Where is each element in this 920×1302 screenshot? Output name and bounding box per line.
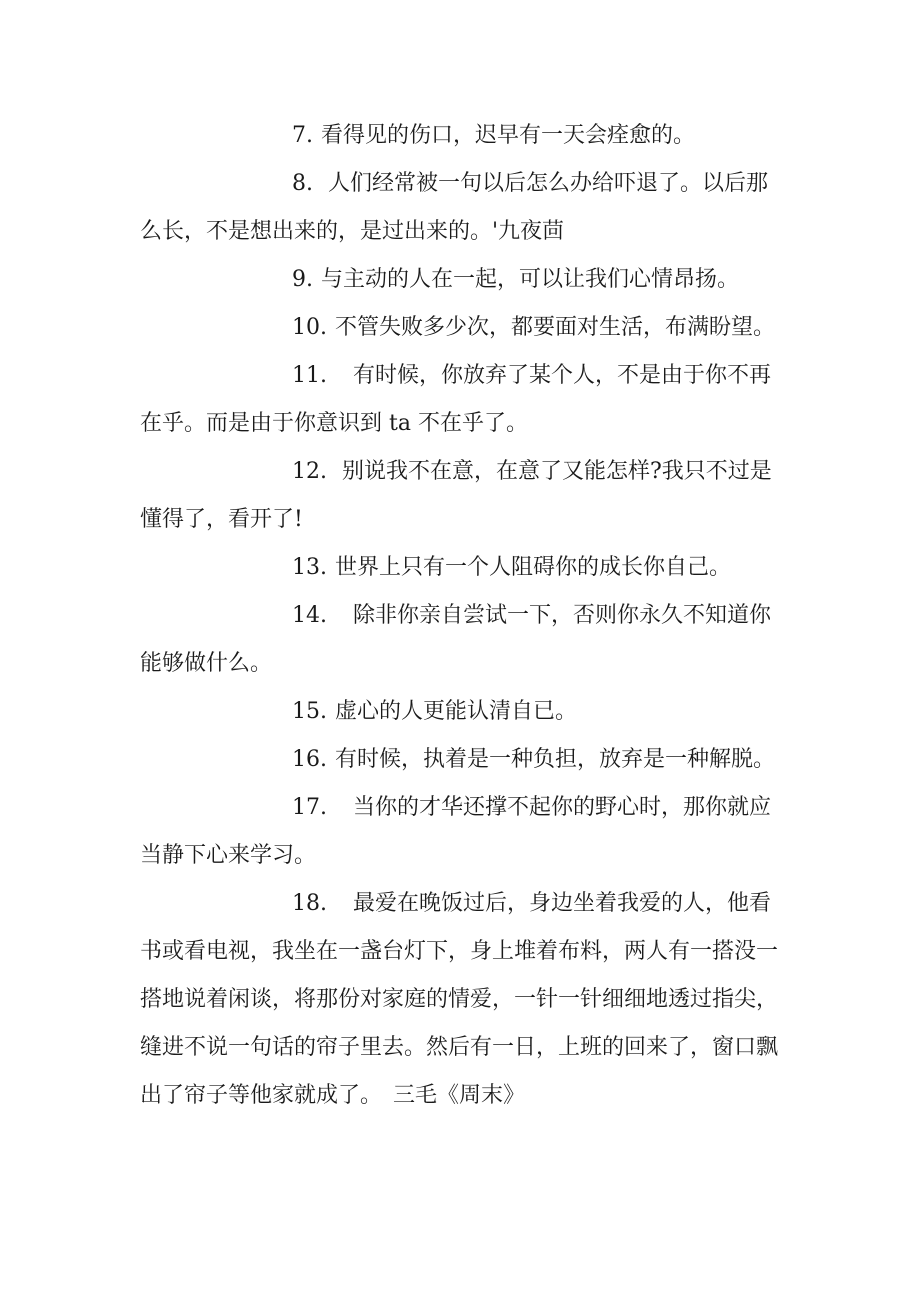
item-number: 14. xyxy=(292,603,327,628)
document-body xyxy=(140,112,780,1120)
item-number: 15. xyxy=(292,699,327,724)
item-number: 13. xyxy=(292,555,327,580)
list-item xyxy=(140,592,780,688)
item-text: 别说我不在意，在意了又能怎样?我只不过是懂得了，看开了! xyxy=(140,459,772,532)
item-number: 8. xyxy=(292,171,313,196)
list-item xyxy=(140,160,780,256)
list-item xyxy=(140,352,780,448)
item-text: 看得见的伤口，迟早有一天会痊愈的。 xyxy=(321,123,696,148)
item-text: 最爱在晚饭过后，身边坐着我爱的人，他看书或看电视，我坐在一盏台灯下，身上堆着布料，两人有一搭没一搭地说着闲谈，将那份对家庭的情爱，一针一针细细地透过指尖，缝进不说一句话的帘子里去。然后有一日，上班的回来了，窗口飘出了帘子等他家就成了。 三毛《周末》 xyxy=(140,891,779,1108)
item-text: 除非你亲自尝试一下，否则你永久不知道你能够做什么。 xyxy=(140,603,772,676)
item-text: 人们经常被一句以后怎么办给吓退了。以后那么长，不是想出来的，是过出来的。'九夜茴 xyxy=(140,171,768,244)
item-text: 与主动的人在一起，可以让我们心情昂扬。 xyxy=(321,267,740,292)
list-item xyxy=(140,784,780,880)
item-text: 有时候，执着是一种负担，放弃是一种解脱。 xyxy=(335,747,776,772)
list-item xyxy=(140,736,780,784)
item-text: 有时候，你放弃了某个人，不是由于你不再在乎。而是由于你意识到 ta 不在乎了。 xyxy=(140,363,772,436)
item-text: 世界上只有一个人阻碍你的成长你自己。 xyxy=(335,555,732,580)
item-text: 虚心的人更能认清自已。 xyxy=(335,699,578,724)
item-number: 7. xyxy=(292,123,313,148)
item-number: 10. xyxy=(292,315,327,340)
item-number: 17. xyxy=(292,795,327,820)
list-item xyxy=(140,304,780,352)
item-text: 不管失败多少次，都要面对生活，布满盼望。 xyxy=(335,315,776,340)
item-number: 12. xyxy=(292,459,327,484)
list-item xyxy=(140,256,780,304)
item-number: 16. xyxy=(292,747,327,772)
list-item xyxy=(140,544,780,592)
item-text: 当你的才华还撑不起你的野心时，那你就应当静下心来学习。 xyxy=(140,795,772,868)
list-item xyxy=(140,112,780,160)
list-item xyxy=(140,688,780,736)
item-number: 9. xyxy=(292,267,313,292)
list-item xyxy=(140,448,780,544)
item-number: 18. xyxy=(292,891,327,916)
item-number: 11. xyxy=(292,363,327,388)
list-item xyxy=(140,880,780,1120)
